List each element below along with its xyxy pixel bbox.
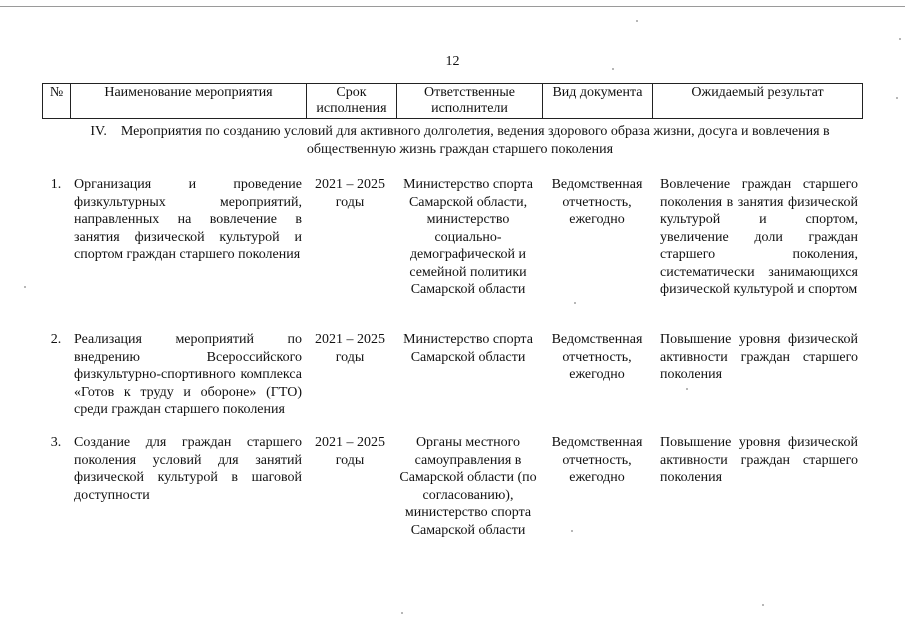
header-responsible: Ответственные исполнители xyxy=(397,84,543,119)
scan-speck xyxy=(574,302,576,304)
row-name: Реализация мероприятий по внедрению Всероссийского физкультурно-спортивного комплекса «Готов к труду и обороне» (ГТО) среди граждан старшего поколения xyxy=(74,332,302,417)
row-name: Создание для граждан старшего поколения условий для занятий физической культурой в шаговой доступности xyxy=(74,435,302,503)
row-number: 3. xyxy=(50,435,62,450)
section-title-text: Мероприятия по созданию условий для активного долголетия, ведения здорового образа жизни, досуга и вовлечения в общественную жизнь граждан старшего поколения xyxy=(120,124,830,157)
scan-speck xyxy=(401,612,403,614)
header-name: Наименование мероприятия xyxy=(71,84,307,119)
row-term: 2021 – 2025 годы xyxy=(315,435,385,468)
scan-speck xyxy=(899,38,901,40)
row-number: 1. xyxy=(50,177,62,192)
row-doc-type: Ведомственная отчетность, ежегодно xyxy=(551,435,643,485)
row-name: Организация и проведение физкультурных мероприятий, направленных на вовлечение в занятия физической культурой и спортом граждан старшего поколения xyxy=(74,177,302,262)
row-responsible: Органы местного самоуправления в Самарской области (по согласованию), министерство спорта Самарской области xyxy=(399,435,537,538)
row-responsible: Министерство спорта Самарской области, министерство социально-демографической и семейной политики Самарской области xyxy=(403,177,533,297)
row-term: 2021 – 2025 годы xyxy=(315,332,385,365)
row-doc-type: Ведомственная отчетность, ежегодно xyxy=(551,177,643,227)
row-number: 2. xyxy=(50,332,62,347)
table-header xyxy=(42,83,863,119)
row-term: 2021 – 2025 годы xyxy=(315,177,385,210)
scan-speck xyxy=(896,97,898,99)
scan-speck xyxy=(612,68,614,70)
scan-top-edge xyxy=(0,6,905,7)
row-result: Вовлечение граждан старшего поколения в занятия физической культурой и спортом, увеличение доли граждан старшего поколения, систематически занимающихся физической культурой и спортом xyxy=(660,177,858,297)
header-result: Ожидаемый результат xyxy=(653,84,863,119)
row-responsible: Министерство спорта Самарской области xyxy=(403,332,533,365)
row-result: Повышение уровня физической активности граждан старшего поколения xyxy=(660,332,858,382)
header-num: № xyxy=(43,84,71,119)
section-number: IV. xyxy=(90,124,107,139)
header-term: Срок исполнения xyxy=(307,84,397,119)
section-title xyxy=(60,123,860,159)
row-result: Повышение уровня физической активности граждан старшего поколения xyxy=(660,435,858,485)
scan-speck xyxy=(686,388,688,390)
scan-speck xyxy=(571,530,573,532)
scan-speck xyxy=(24,286,26,288)
header-doc-type: Вид документа xyxy=(543,84,653,119)
scan-speck xyxy=(636,20,638,22)
row-doc-type: Ведомственная отчетность, ежегодно xyxy=(551,332,643,382)
scan-speck xyxy=(762,604,764,606)
page-number: 12 xyxy=(445,54,460,69)
